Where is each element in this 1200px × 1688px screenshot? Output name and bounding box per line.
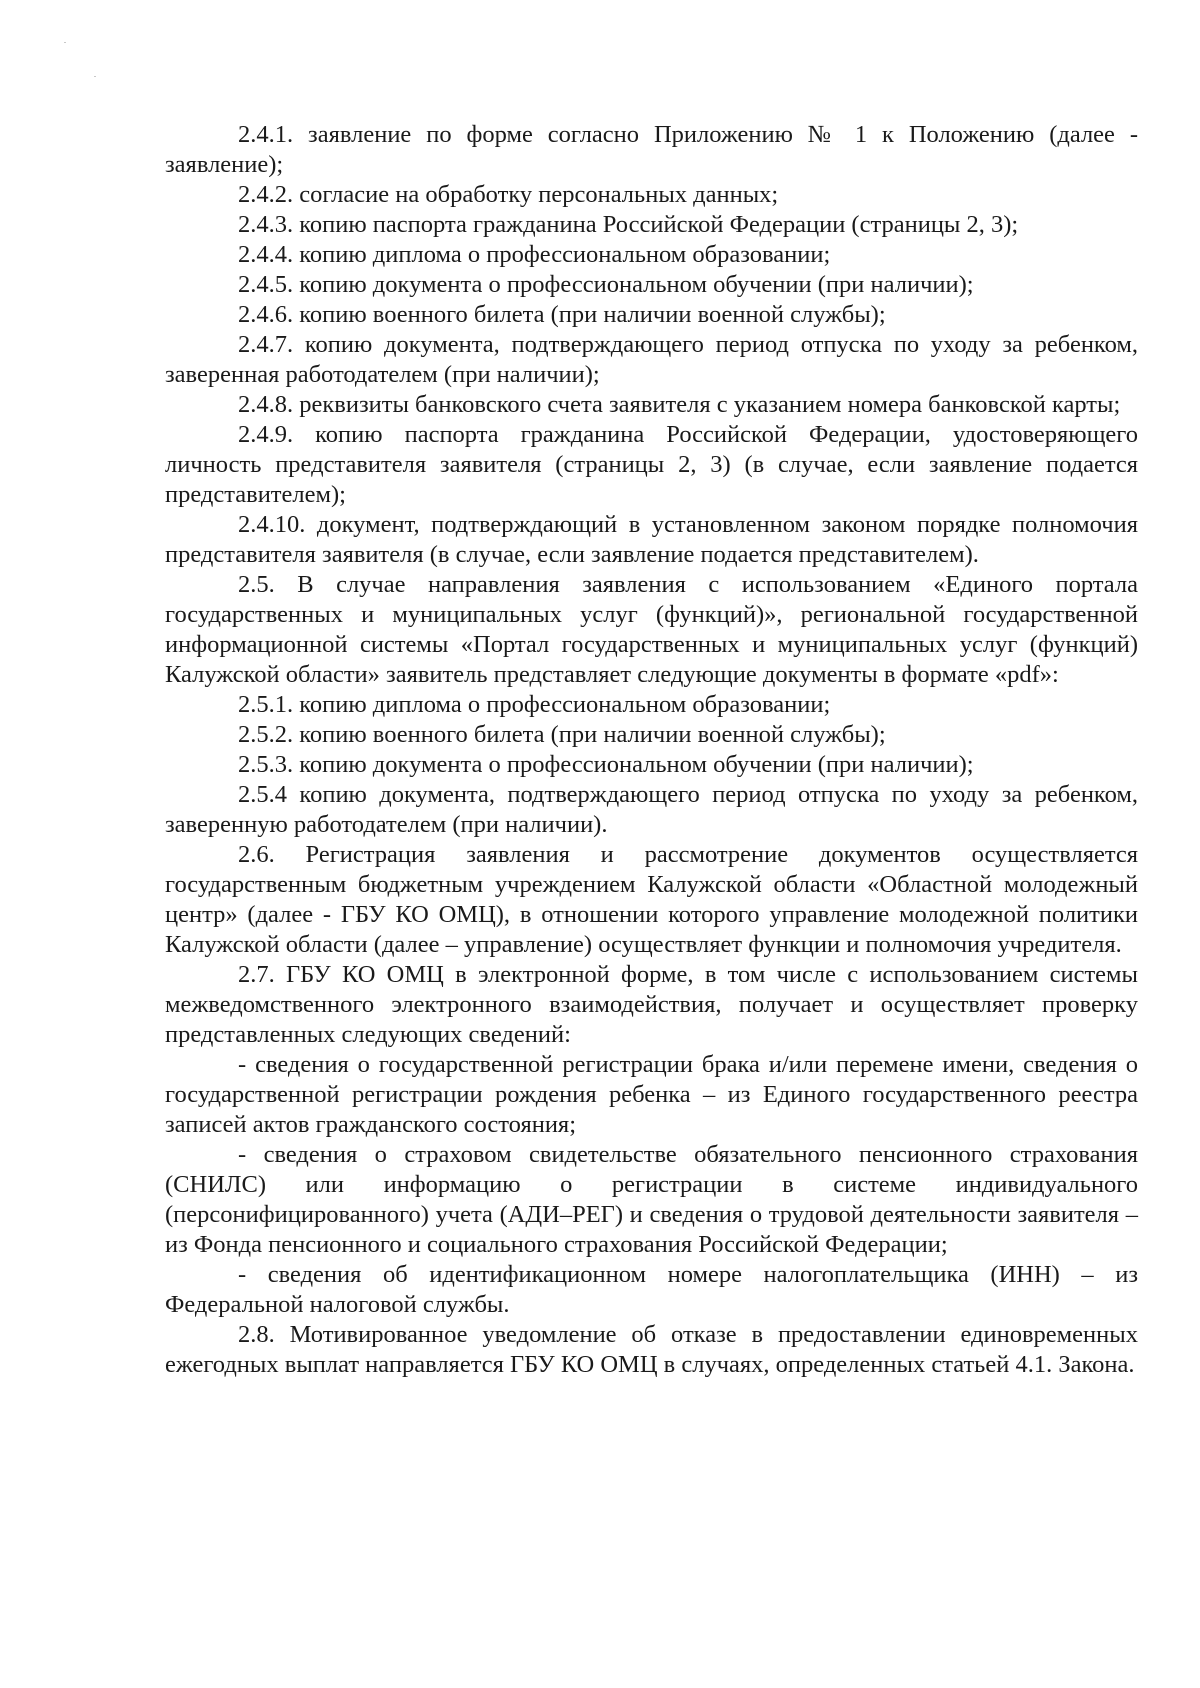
bullet-civil-registry: - сведения о государственной регистрации брака и/или перемене имени, сведения о государственной регистрации рождения ребенка – из Единого государственного реестра записей актов гражданского состояния;: [165, 1051, 1138, 1138]
paragraph-2-5-1: 2.5.1. копию диплома о профессиональном образовании;: [238, 691, 831, 718]
paragraph-2-4-6: 2.4.6. копию военного билета (при наличии военной службы);: [238, 301, 886, 328]
paragraph-2-6: 2.6. Регистрация заявления и рассмотрение документов осуществляется государственным бюджетным учреждением Калужской области «Областной молодежный центр» (далее - ГБУ КО ОМЦ), в отношении которого управление молодежной политики Калужской области (далее – управление) осуществляет функции и полномочия учредителя.: [165, 841, 1138, 958]
paragraph-2-4-7: 2.4.7. копию документа, подтверждающего период отпуска по уходу за ребенком, заверенная работодателем (при наличии);: [165, 331, 1138, 388]
paragraph-2-4-8: 2.4.8. реквизиты банковского счета заявителя с указанием номера банковской карты;: [238, 391, 1121, 418]
bullet-pension-fund: - сведения о страховом свидетельстве обязательного пенсионного страхования (СНИЛС) или информацию о регистрации в системе индивидуального (персонифицированного) учета (АДИ–РЕГ) и сведения о трудовой деятельности заявителя – из Фонда пенсионного и социального страхования Российской Федерации;: [165, 1141, 1138, 1258]
document-body: [165, 120, 1138, 1380]
paragraph-2-4-9: 2.4.9. копию паспорта гражданина Российской Федерации, удостоверяющего личность представителя заявителя (страницы 2, 3) (в случае, если заявление подается представителем);: [165, 421, 1138, 508]
paragraph-2-7: 2.7. ГБУ КО ОМЦ в электронной форме, в том числе с использованием системы межведомственного электронного взаимодействия, получает и осуществляет проверку представленных следующих сведений:: [165, 961, 1138, 1048]
paragraph-2-4-10: 2.4.10. документ, подтверждающий в установленном законом порядке полномочия представителя заявителя (в случае, если заявление подается представителем).: [165, 511, 1138, 568]
paragraph-2-4-3: 2.4.3. копию паспорта гражданина Российской Федерации (страницы 2, 3);: [238, 211, 1019, 238]
paragraph-2-4-1: 2.4.1. заявление по форме согласно Приложению № 1 к Положению (далее - заявление);: [165, 121, 1138, 178]
paragraph-2-5-3: 2.5.3. копию документа о профессиональном обучении (при наличии);: [238, 751, 974, 778]
paragraph-2-5-2: 2.5.2. копию военного билета (при наличии военной службы);: [238, 721, 886, 748]
paragraph-2-4-4: 2.4.4. копию диплома о профессиональном образовании;: [238, 241, 831, 268]
scan-speck: [64, 42, 66, 43]
paragraph-2-5: 2.5. В случае направления заявления с использованием «Единого портала государственных и муниципальных услуг (функций)», региональной государственной информационной системы «Портал государственных и муниципальных услуг (функций) Калужской области» заявитель представляет следующие документы в формате «pdf»:: [165, 571, 1138, 688]
bullet-tax-service: - сведения об идентификационном номере налогоплательщика (ИНН) – из Федеральной налоговой службы.: [165, 1261, 1138, 1318]
paragraph-2-5-4: 2.5.4 копию документа, подтверждающего период отпуска по уходу за ребенком, заверенную работодателем (при наличии).: [165, 781, 1138, 838]
paragraph-2-4-2: 2.4.2. согласие на обработку персональных данных;: [238, 181, 779, 208]
paragraph-2-4-5: 2.4.5. копию документа о профессиональном обучении (при наличии);: [238, 271, 974, 298]
scan-speck: [94, 76, 96, 77]
paragraph-2-8: 2.8. Мотивированное уведомление об отказе в предоставлении единовременных ежегодных выплат направляется ГБУ КО ОМЦ в случаях, определенных статьей 4.1. Закона.: [165, 1321, 1138, 1378]
